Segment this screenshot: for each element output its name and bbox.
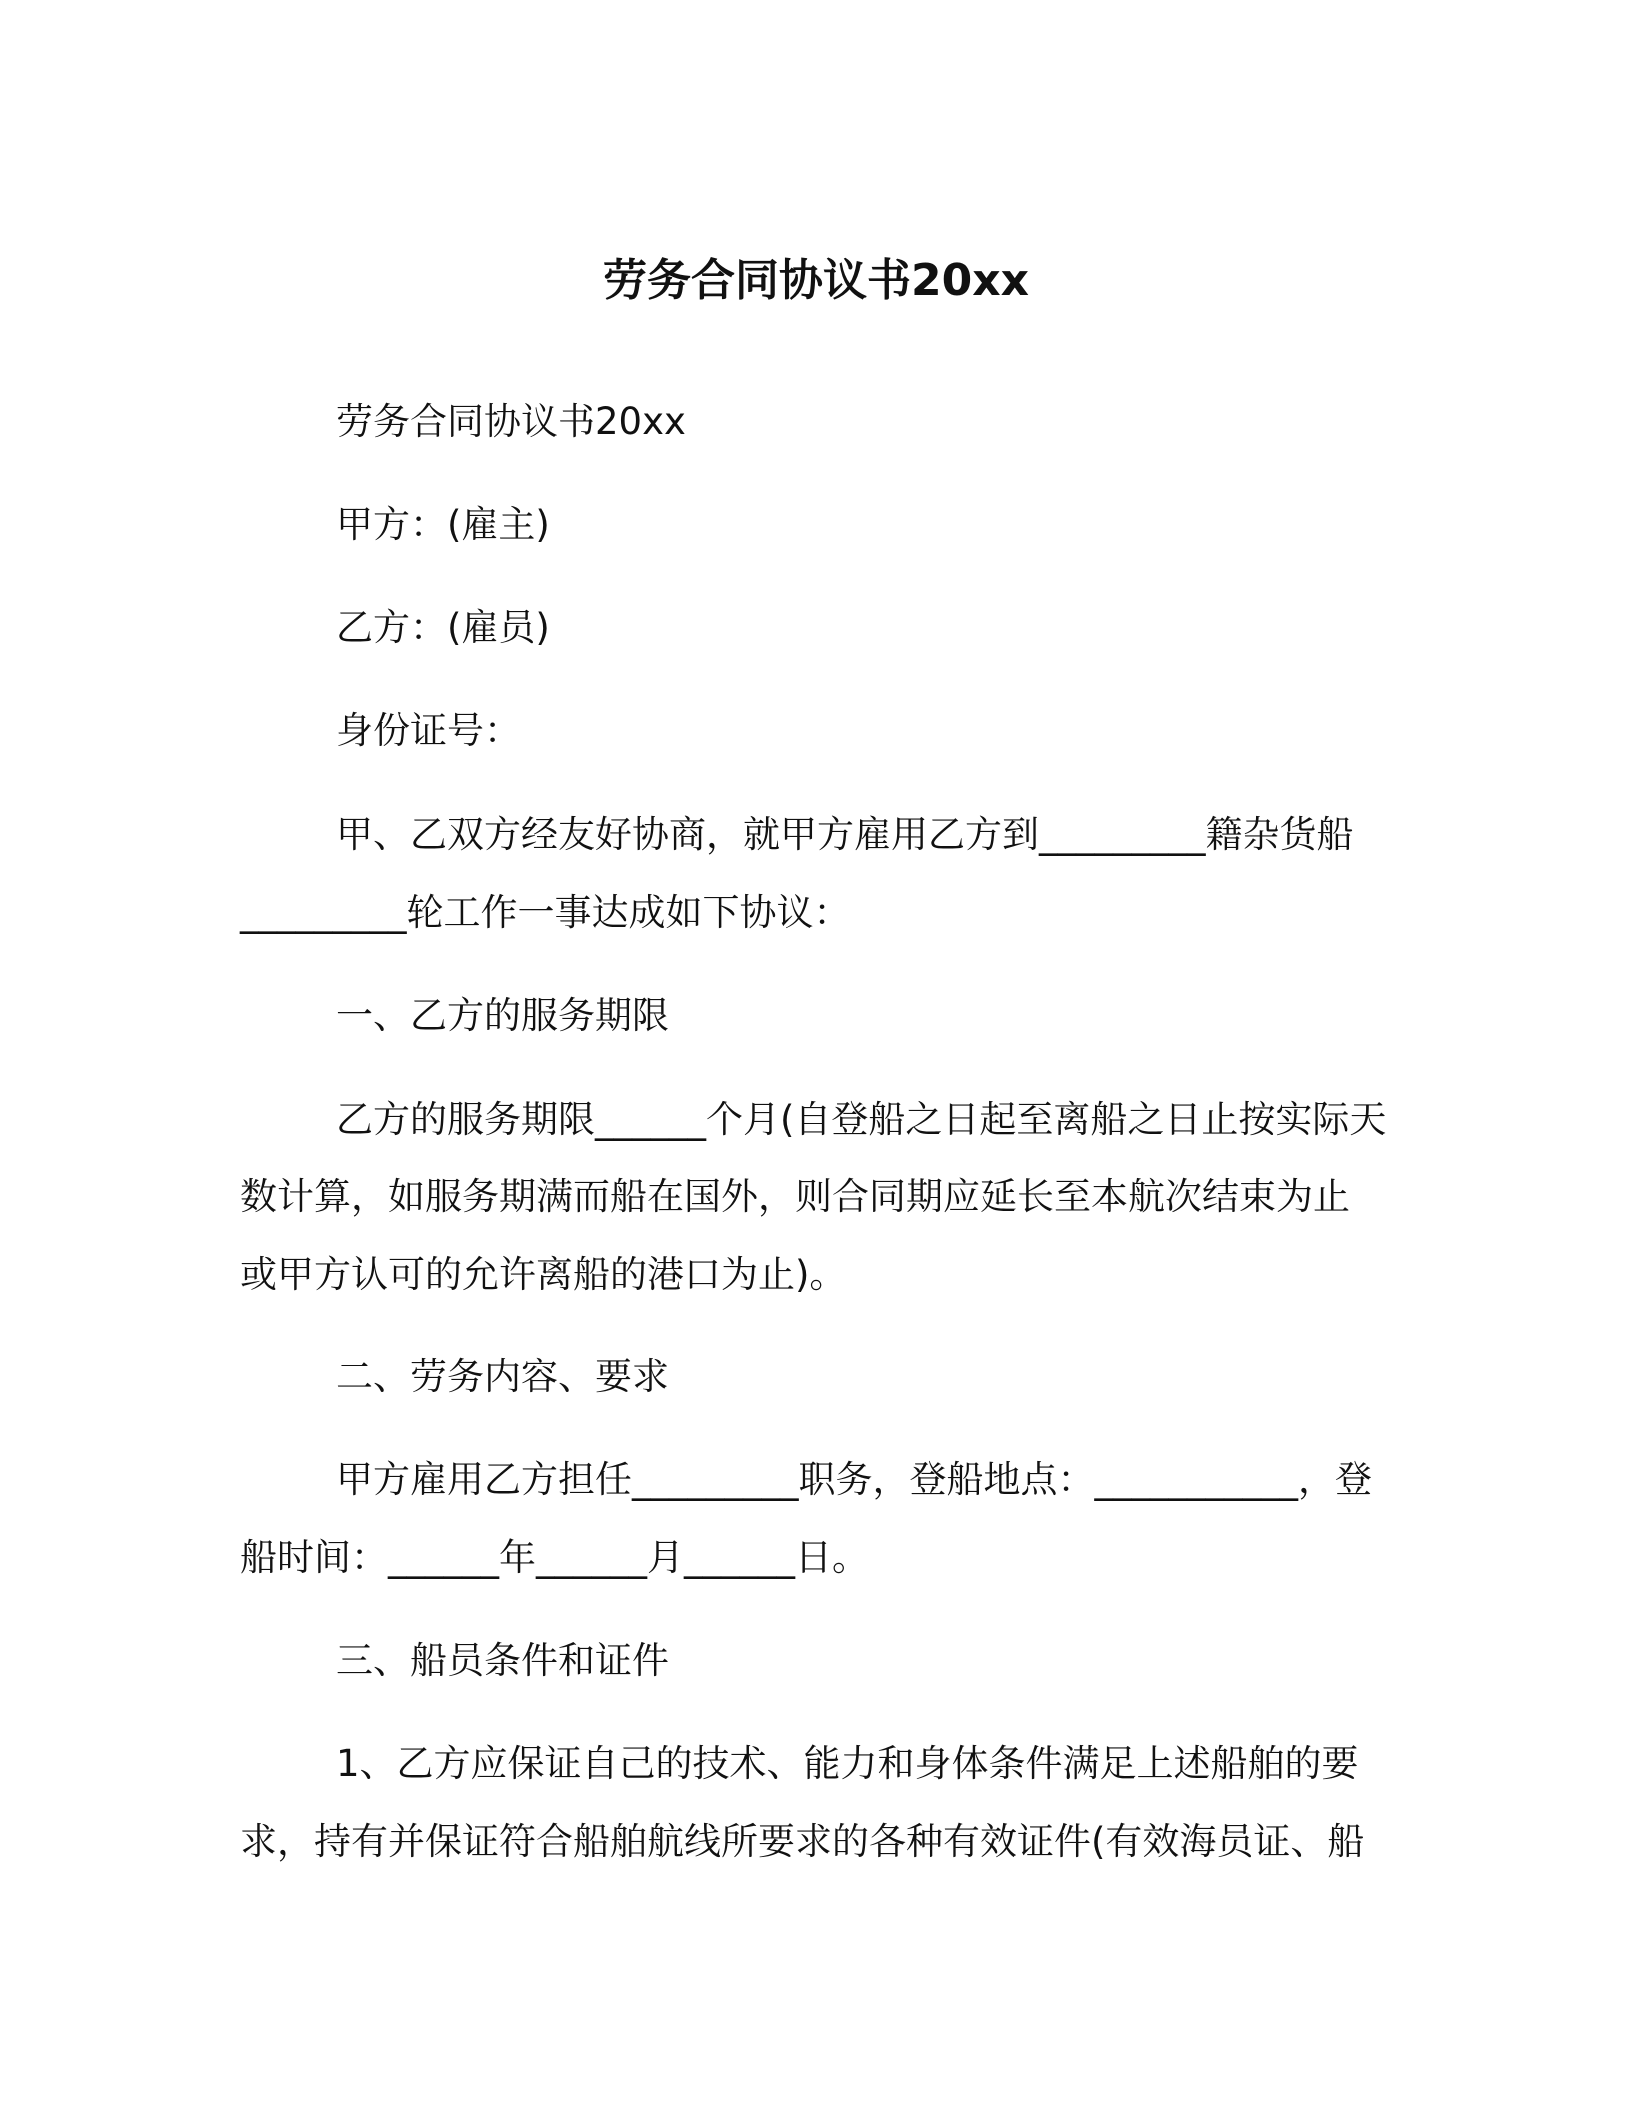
preamble-line-2: _________轮工作一事达成如下协议： xyxy=(240,891,851,934)
subtitle-line: 劳务合同协议书20xx xyxy=(336,400,686,443)
party-a-line: 甲方：(雇主) xyxy=(336,503,550,546)
section-1-line-1: 乙方的服务期限______个月(自登船之日起至离船之日止按实际天 xyxy=(336,1098,1387,1141)
section-3-heading: 三、船员条件和证件 xyxy=(336,1639,669,1682)
id-number-line: 身份证号： xyxy=(336,709,521,752)
section-2-line-2: 船时间：______年______月______日。 xyxy=(240,1536,869,1579)
section-1-line-2: 数计算，如服务期满而船在国外，则合同期应延长至本航次结束为止 xyxy=(240,1175,1350,1218)
section-2-line-1: 甲方雇用乙方担任_________职务，登船地点：___________，登 xyxy=(336,1458,1372,1501)
preamble-line-1: 甲、乙双方经友好协商，就甲方雇用乙方到_________籍杂货船 xyxy=(336,813,1354,856)
section-1-line-3: 或甲方认可的允许离船的港口为止)。 xyxy=(240,1253,847,1296)
section-3-item-1-line-2: 求，持有并保证符合船舶航线所要求的各种有效证件(有效海员证、船 xyxy=(240,1820,1365,1863)
section-1-heading: 一、乙方的服务期限 xyxy=(336,994,669,1037)
document-title: 劳务合同协议书20xx xyxy=(603,255,1029,307)
section-3-item-1-line-1: 1、乙方应保证自己的技术、能力和身体条件满足上述船舶的要 xyxy=(336,1742,1359,1785)
party-b-line: 乙方：(雇员) xyxy=(336,606,550,649)
section-2-heading: 二、劳务内容、要求 xyxy=(336,1355,669,1398)
